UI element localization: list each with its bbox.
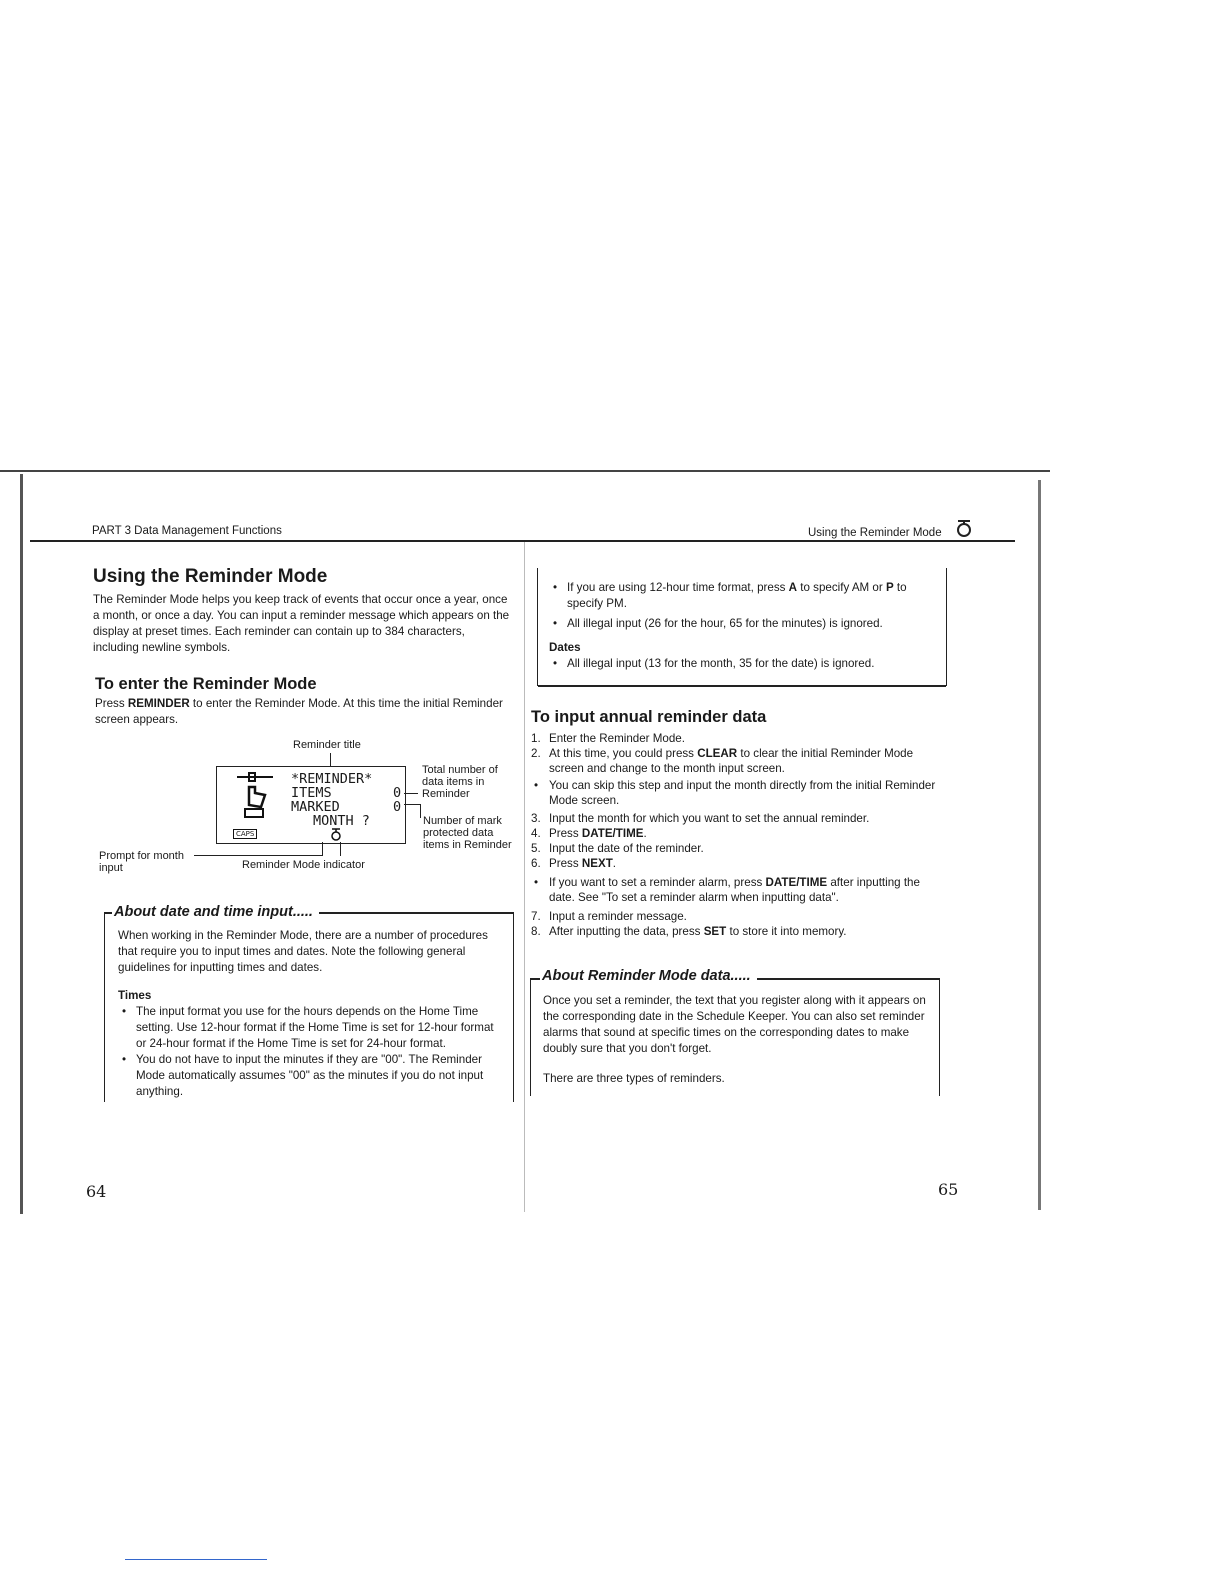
screen-items-label: ITEMS (291, 785, 332, 801)
step-text: You can skip this step and input the month directly from the initial Reminder Mode screen. (549, 779, 936, 807)
bottom-underline (125, 1559, 267, 1560)
about-reminder-data-title: About Reminder Mode data..... (540, 968, 757, 984)
step-text: Input a reminder message. (549, 910, 687, 923)
leader-total (404, 793, 418, 794)
about-reminder-data-text: Once you set a reminder, the text that you register along with it appears on the corresponding date in the Schedule Keeper. You can also set reminder alarms that sound at specific times on the corresponding dates to make doubly sure that you don't forget. (543, 994, 926, 1055)
top-edge-line (0, 470, 1050, 472)
a-key: A (788, 581, 798, 594)
times-bullet-list (118, 1004, 502, 1100)
header-right: Using the Reminder Mode (808, 527, 942, 539)
step-text: to store it into memory. (726, 925, 847, 938)
step-text: If you want to set a reminder alarm, press (549, 876, 766, 889)
step-8: 8. After inputting the data, press SET to store it into memory. (531, 925, 847, 938)
annual-steps (531, 731, 946, 939)
step-text: to clear the initial Reminder Mode screen and change to the month input screen. (549, 747, 914, 775)
page-number-left: 64 (86, 1182, 107, 1201)
leader-indicator (340, 842, 341, 856)
step-text: Input the month for which you want to set the annual reminder. (549, 812, 870, 825)
page-title: Using the Reminder Mode (93, 566, 328, 587)
step-text: Input the date of the reminder. (549, 842, 704, 855)
bullet-text: to specify PM. (567, 581, 907, 610)
continued-content (549, 580, 935, 672)
step-text: . (643, 827, 647, 840)
right-binding-edge (1038, 480, 1041, 1210)
enter-text-pre: Press (95, 697, 128, 710)
twelve-hour-bullet (549, 580, 935, 612)
next-key: NEXT (581, 857, 613, 870)
step-5: 5. Input the date of the reminder. (531, 842, 704, 855)
step-4: 4. Press DATE/TIME. (531, 827, 647, 840)
lcd-screen (216, 766, 406, 844)
step-text: . (612, 857, 617, 870)
step-text: Press (549, 827, 582, 840)
leader-title (330, 753, 331, 767)
label-marked-items: Number of mark protected data items in Reminder (423, 815, 512, 851)
step-note-alarm: • If you want to set a reminder alarm, press DATE/TIME after inputting the date. See "To set a reminder alarm when inputting data". (534, 876, 920, 904)
screen-items-value: 0 (393, 785, 402, 801)
about-reminder-data-text-2: There are three types of reminders. (543, 1072, 725, 1085)
page-number-right: 65 (938, 1180, 959, 1199)
header-rule-right (525, 540, 1015, 542)
step-text: At this time, you could press (549, 747, 698, 760)
header-left: PART 3 Data Management Functions (92, 525, 282, 537)
date-time-key: DATE/TIME (765, 876, 828, 889)
leader-prompt-v (322, 842, 323, 856)
illegal-date-bullet: • All illegal input (13 for the month, 35 for the date) is ignored. (549, 656, 935, 672)
label-mode-indicator: Reminder Mode indicator (242, 859, 365, 871)
steps-list (531, 731, 946, 939)
label-reminder-title: Reminder title (293, 739, 361, 751)
screen-marked-label: MARKED (291, 799, 340, 815)
label-total-items: Total number of data items in Reminder (422, 764, 498, 800)
times-bullet: • You do not have to input the minutes if they are "00". The Reminder Mode automatically assumes "00" as the minutes if you do not input anything. (118, 1052, 502, 1100)
p-key: P (885, 581, 894, 594)
about-date-time-text: When working in the Reminder Mode, there are a number of procedures that require you to input times and dates. Note the following general guidelines for inputting times and dates. (118, 929, 488, 974)
times-heading: Times (118, 989, 152, 1002)
header-rule-left (30, 540, 525, 542)
center-fold (524, 542, 525, 1212)
step-2: 2. At this time, you could press CLEAR to clear the initial Reminder Mode screen and change to the month input screen. (531, 747, 914, 775)
times-bullet: • The input format you use for the hours depends on the Home Time setting. Use 12-hour format if the Home Time is set for 12-hour format or 24-hour format if the Home Time is set for 24-hour format. (118, 1004, 502, 1052)
step-1: 1. Enter the Reminder Mode. (531, 732, 685, 745)
intro-paragraph (93, 592, 513, 656)
screen-month-prompt: MONTH ? (313, 813, 370, 829)
caps-indicator: CAPS (233, 829, 257, 839)
enter-paragraph (95, 696, 515, 728)
annual-heading: To input annual reminder data (531, 708, 767, 726)
left-binding-edge (20, 474, 23, 1214)
step-text: Press (549, 857, 582, 870)
continued-bullet-list (549, 580, 935, 632)
step-text: after inputting the date. See "To set a reminder alarm when inputting data". (549, 876, 920, 904)
about-reminder-data-content (543, 993, 928, 1087)
step-text: Enter the Reminder Mode. (549, 732, 685, 745)
dates-heading: Dates (549, 641, 581, 654)
box-bottom-rule (538, 685, 946, 687)
bullet-text: to specify AM or (797, 581, 886, 594)
screen-marked-value: 0 (393, 799, 402, 815)
illegal-time-bullet: • All illegal input (26 for the hour, 65 for the minutes) is ignored. (549, 616, 935, 632)
date-time-key: DATE/TIME (581, 827, 644, 840)
step-3: 3. Input the month for which you want to set the annual reminder. (531, 812, 870, 825)
screen-line-1: *REMINDER* (291, 771, 373, 787)
intro-text: The Reminder Mode helps you keep track of events that occur once a year, once a month, or once a day. You can input a reminder message which appears on the display at preset times. Each reminder can contain up to 384 characters, including newline symbols. (93, 593, 510, 654)
clear-key: CLEAR (697, 747, 738, 760)
enter-text-post: to enter the Reminder Mode. At this time the initial Reminder screen appears. (95, 697, 503, 726)
leader-marked-v (420, 804, 421, 818)
leader-marked-h (404, 804, 420, 805)
leader-prompt-h (194, 855, 322, 856)
reminder-key: REMINDER (127, 697, 190, 710)
label-prompt-month: Prompt for month input (99, 850, 184, 874)
set-key: SET (703, 925, 727, 938)
about-date-time-content (118, 928, 502, 1100)
step-text: After inputting the data, press (549, 925, 704, 938)
dates-bullet-list (549, 656, 935, 672)
step-7: 7. Input a reminder message. (531, 910, 687, 923)
step-note-skip: • You can skip this step and input the month directly from the initial Reminder Mode screen. (534, 779, 936, 807)
hand-icon (233, 771, 277, 822)
enter-heading: To enter the Reminder Mode (95, 675, 317, 693)
bullet-text: If you are using 12-hour time format, press (567, 581, 789, 594)
reminder-mode-icon (954, 518, 974, 543)
step-6: 6. Press NEXT. (531, 857, 617, 870)
about-date-time-title: About date and time input..... (112, 904, 319, 920)
